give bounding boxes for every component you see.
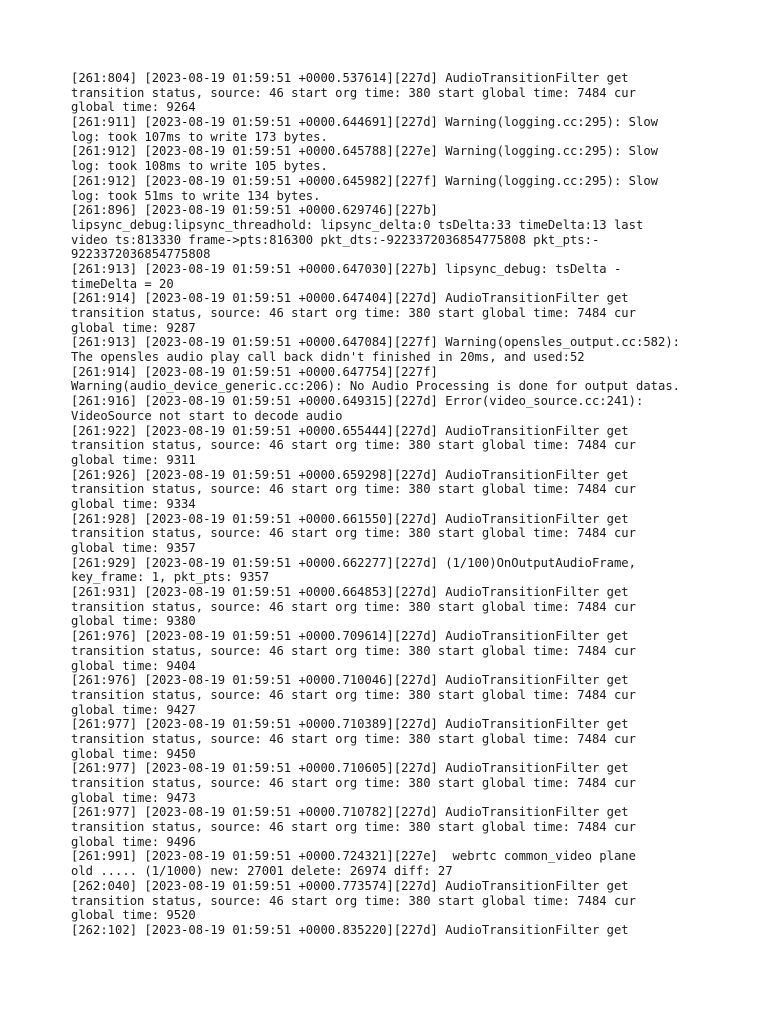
log-line: transition status, source: 46 start org time: 380 start global time: 7484 cur [71,893,636,908]
log-line: [261:922] [2023-08-19 01:59:51 +0000.655444][227d] AudioTransitionFilter get [71,423,629,438]
log-line: global time: 9427 [71,702,196,717]
log-line: [261:912] [2023-08-19 01:59:51 +0000.645982][227f] Warning(logging.cc:295): Slow [71,173,658,188]
log-line: VideoSource not start to decode audio [71,408,343,423]
log-line: [261:929] [2023-08-19 01:59:51 +0000.662277][227d] (1/100)OnOutputAudioFrame, [71,555,636,570]
log-line: Warning(audio_device_generic.cc:206): No Audio Processing is done for output datas. [71,379,681,394]
log-line: global time: 9334 [71,496,196,511]
log-line: global time: 9264 [71,100,196,115]
log-line: [261:977] [2023-08-19 01:59:51 +0000.710389][227d] AudioTransitionFilter get [71,717,629,732]
log-line: [261:914] [2023-08-19 01:59:51 +0000.647404][227d] AudioTransitionFilter get [71,291,629,306]
log-line: [261:977] [2023-08-19 01:59:51 +0000.710782][227d] AudioTransitionFilter get [71,805,629,820]
log-line: [261:976] [2023-08-19 01:59:51 +0000.709614][227d] AudioTransitionFilter get [71,629,629,644]
log-line: transition status, source: 46 start org time: 380 start global time: 7484 cur [71,599,636,614]
log-line: old ..... (1/1000) new: 27001 delete: 26974 diff: 27 [71,864,453,879]
log-line: [261:928] [2023-08-19 01:59:51 +0000.661550][227d] AudioTransitionFilter get [71,511,629,526]
log-line: [261:916] [2023-08-19 01:59:51 +0000.649315][227d] Error(video_source.cc:241): [71,394,644,409]
log-line: transition status, source: 46 start org time: 380 start global time: 7484 cur [71,687,636,702]
log-line: [261:804] [2023-08-19 01:59:51 +0000.537614][227d] AudioTransitionFilter get [71,71,629,85]
log-line: timeDelta = 20 [71,276,174,291]
log-line: [262:040] [2023-08-19 01:59:51 +0000.773574][227d] AudioTransitionFilter get [71,878,629,893]
log-line: global time: 9496 [71,834,196,849]
log-line: [261:912] [2023-08-19 01:59:51 +0000.645788][227e] Warning(logging.cc:295): Slow [71,144,658,159]
log-line: global time: 9404 [71,658,196,673]
log-line: [261:896] [2023-08-19 01:59:51 +0000.629746][227b] [71,203,438,218]
log-line: global time: 9287 [71,320,196,335]
log-line: [261:911] [2023-08-19 01:59:51 +0000.644691][227d] Warning(logging.cc:295): Slow [71,115,658,130]
log-line: The opensles audio play call back didn't finished in 20ms, and used:52 [71,350,585,365]
log-line: transition status, source: 46 start org time: 380 start global time: 7484 cur [71,820,636,835]
log-line: [261:977] [2023-08-19 01:59:51 +0000.710605][227d] AudioTransitionFilter get [71,761,629,776]
log-line: [261:931] [2023-08-19 01:59:51 +0000.664853][227d] AudioTransitionFilter get [71,585,629,600]
log-line: transition status, source: 46 start org time: 380 start global time: 7484 cur [71,85,636,100]
log-line: [261:926] [2023-08-19 01:59:51 +0000.659298][227d] AudioTransitionFilter get [71,467,629,482]
log-line: [261:914] [2023-08-19 01:59:51 +0000.647754][227f] [71,364,438,379]
log-line: global time: 9357 [71,541,196,555]
log-line: log: took 51ms to write 134 bytes. [71,188,321,203]
log-line: global time: 9473 [71,790,196,805]
log-line: transition status, source: 46 start org time: 380 start global time: 7484 cur [71,643,636,658]
log-line: global time: 9311 [71,452,196,467]
log-line: log: took 107ms to write 173 bytes. [71,129,328,144]
log-line: [261:913] [2023-08-19 01:59:51 +0000.647030][227b] lipsync_debug: tsDelta - [71,261,622,276]
log-line: transition status, source: 46 start org time: 380 start global time: 7484 cur [71,731,636,746]
log-document [71,71,731,938]
log-line: transition status, source: 46 start org time: 380 start global time: 7484 cur [71,776,636,790]
log-line: transition status, source: 46 start org time: 380 start global time: 7484 cur [71,306,636,320]
log-line: transition status, source: 46 start org time: 380 start global time: 7484 cur [71,526,636,541]
log-line: [261:913] [2023-08-19 01:59:51 +0000.647084][227f] Warning(opensles_output.cc:582): [71,335,681,350]
log-line: [261:991] [2023-08-19 01:59:51 +0000.724321][227e] webrtc common_video plane [71,849,636,864]
log-line: [262:102] [2023-08-19 01:59:51 +0000.835220][227d] AudioTransitionFilter get [71,922,629,937]
log-line: log: took 108ms to write 105 bytes. [71,159,328,174]
log-line: lipsync_debug:lipsync_threadhold: lipsync_delta:0 tsDelta:33 timeDelta:13 last [71,217,644,232]
log-line: transition status, source: 46 start org time: 380 start global time: 7484 cur [71,438,636,453]
log-line: global time: 9380 [71,614,196,629]
log-line: transition status, source: 46 start org time: 380 start global time: 7484 cur [71,482,636,497]
log-line: global time: 9520 [71,908,196,923]
log-line: key_frame: 1, pkt_pts: 9357 [71,570,270,585]
log-line: global time: 9450 [71,746,196,761]
log-line: 9223372036854775808 [71,247,211,262]
log-line: video ts:813330 frame->pts:816300 pkt_dts:-9223372036854775808 pkt_pts:- [71,232,600,247]
log-line: [261:976] [2023-08-19 01:59:51 +0000.710046][227d] AudioTransitionFilter get [71,673,629,688]
